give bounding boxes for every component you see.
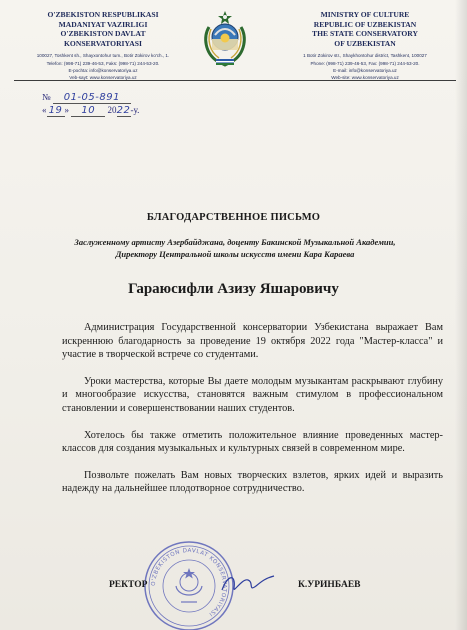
header-left-address: 100027, Toshkent sh., Shayxontohur tum., Botir Zokirov ko'ch., 1. xyxy=(36,53,170,59)
handwritten-signature xyxy=(218,568,278,598)
body-paragraph: Администрация Государственной консерватории Узбекистана выражает Вам искреннюю благодарность за проведение 19 октября 2022 года "Мастер-класса" и участие в творческой встрече со студентами. xyxy=(62,322,443,361)
header-right-website: Web-site: www.konservatoriya.uz xyxy=(331,75,399,81)
reference-number xyxy=(42,92,131,104)
addressee-line: Директору Центральной школы искусств имени Кара Караева xyxy=(115,248,355,259)
header-left-line: O'ZBEKISTON RESPUBLIKASI xyxy=(47,10,159,19)
header-left-line: MADANIYAT VAZIRLIGI xyxy=(58,19,148,29)
date-day: 19 xyxy=(48,105,63,116)
addressee-block xyxy=(30,237,440,260)
recipient-name: Гараюсифли Азизу Яшаровичу xyxy=(128,281,339,297)
body-paragraph: Позвольте пожелать Вам новых творческих взлетов, ярких идей и выразить надежду на дальнейшее плодотворное сотрудничество. xyxy=(62,469,443,495)
number-sign: № xyxy=(42,92,51,102)
header-left-line: KONSERVATORIYASI xyxy=(64,38,142,48)
header-left-website: Veb-sayt: www.konservatoriya.uz xyxy=(69,75,137,81)
seal-text: O'ZBEKISTON DAVLAT KONSERVATORIYASI xyxy=(150,547,228,618)
header-right-block xyxy=(275,10,455,82)
header-right-email: E-mail: info@konservatoriya.uz xyxy=(333,67,397,73)
header-left-email: E-pochta: info@konservatoriya.uz xyxy=(68,67,138,73)
header-left-block xyxy=(18,10,188,82)
date-year-prefix: 20 xyxy=(107,105,117,115)
document-title: БЛАГОДАРСТВЕННОЕ ПИСЬМО xyxy=(146,212,321,223)
body-paragraph: Уроки мастерства, которые Вы даете молодым музыкантам раскрывают глубину и многообразие искусства, становятся важным стимулом в профессиональном становлении и совершенствовании наших студентов. xyxy=(62,375,443,414)
header-right-line: OF UZBEKISTAN xyxy=(334,38,396,48)
header-right-line: THE STATE CONSERVATORY xyxy=(312,29,418,39)
svg-text:O'ZBEKISTON DAVLAT KONSERVATOR xyxy=(151,548,227,617)
header-divider xyxy=(14,80,456,81)
date-suffix: -у. xyxy=(130,105,140,115)
addressee-line: Заслуженному артисту Азербайджана, доценту Бакинской Музыкальной Академии, xyxy=(74,237,396,247)
letter-body xyxy=(62,321,443,509)
date-year: 22 xyxy=(116,105,131,116)
date-month: 10 xyxy=(81,105,96,116)
header-right-line: MINISTRY OF CULTURE xyxy=(320,10,410,19)
reference-date: « 19 » 10 2022-у. xyxy=(42,105,140,116)
header-right-phone: Phone: (998-71) 239-46-53, Fax: (998-71) 244-53-20. xyxy=(310,60,420,66)
header-left-phone: Telefon: (998-71) 239-46-53, Faks: (998-71) 244-53-20. xyxy=(46,60,160,66)
uzbekistan-emblem-icon xyxy=(199,7,251,69)
reference-number-value: 01-05-891 xyxy=(63,92,120,103)
body-paragraph: Хотелось бы также отметить положительное влияние проведенных мастер-классов для создания музыкальных и культурных связей в современном мире. xyxy=(62,429,443,455)
signatory-name: К.УРИНБАЕВ xyxy=(298,580,361,590)
header-left-line: O'ZBEKISTON DAVLAT xyxy=(60,29,146,39)
header-right-line: REPUBLIC OF UZBEKISTAN xyxy=(313,19,417,29)
signature-title: РЕКТОР xyxy=(109,580,148,590)
header-right-address: 1 Botir Zokirov str., Shaykhontohur district, Tashkent, 100027 xyxy=(303,53,427,59)
